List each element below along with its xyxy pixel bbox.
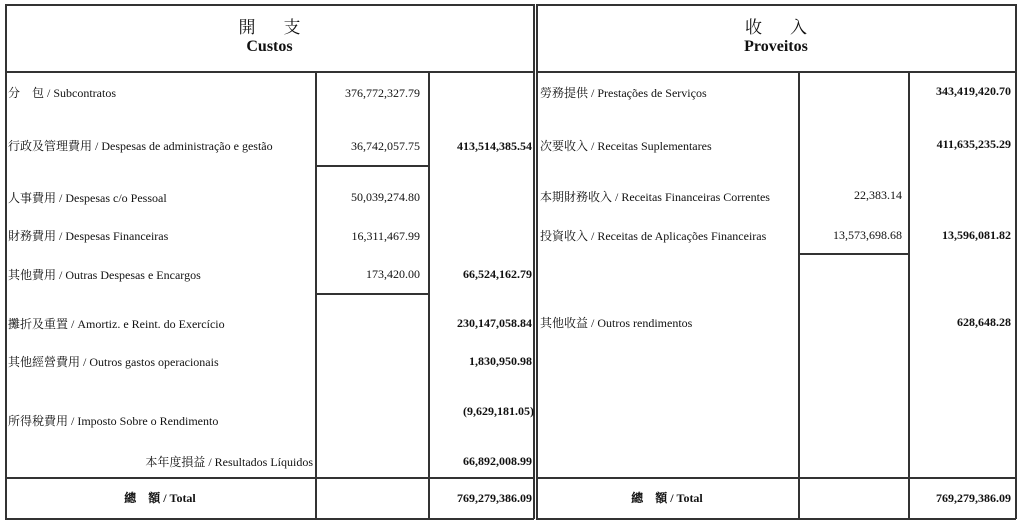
total-value: 769,279,386.09	[457, 491, 532, 505]
row-label: 人事費用 / Despesas c/o Pessoal	[8, 191, 167, 205]
row-subtotal: 13,573,698.68	[833, 228, 902, 242]
row-total: 413,514,385.54	[457, 139, 532, 153]
row-total: 230,147,058.84	[457, 316, 532, 330]
border	[1015, 4, 1017, 519]
row-label: 攤折及重置 / Amortiz. e Reint. do Exercício	[8, 317, 225, 331]
row-subtotal: 16,311,467.99	[351, 229, 420, 243]
row-subtotal: 36,742,057.75	[351, 139, 420, 153]
row-label: 次要收入 / Receitas Suplementares	[540, 139, 712, 153]
row-total: 13,596,081.82	[942, 228, 1011, 242]
row-label: 勞務提供 / Prestações de Serviços	[540, 86, 707, 100]
border	[533, 4, 535, 519]
row-label: 行政及管理費用 / Despesas de administração e gestão	[8, 139, 273, 153]
row-subtotal: 50,039,274.80	[351, 190, 420, 204]
row-total: (9,629,181.05)	[463, 404, 534, 418]
row-total: 411,635,235.29	[936, 137, 1011, 151]
border	[5, 4, 7, 519]
row-total: 66,892,008.99	[463, 454, 532, 468]
row-subtotal: 173,420.00	[366, 267, 420, 281]
costs-header-pt: Custos	[246, 38, 293, 55]
revenues-header-zh: 收入	[745, 18, 835, 37]
total-label: 總 額 / Total	[631, 491, 703, 505]
row-total: 1,830,950.98	[469, 354, 532, 368]
row-total: 628,648.28	[957, 315, 1011, 329]
border	[5, 4, 534, 6]
costs-header-zh: 開支	[238, 18, 329, 37]
row-label: 分 包 / Subcontratos	[8, 86, 116, 100]
row-label: 所得稅費用 / Imposto Sobre o Rendimento	[8, 414, 219, 428]
border	[536, 4, 1016, 6]
border	[315, 165, 429, 167]
row-label: 投資收入 / Receitas de Aplicações Financeiras	[540, 229, 767, 243]
row-label: 本期財務收入 / Receitas Financeiras Correntes	[540, 190, 770, 204]
border	[5, 477, 534, 479]
row-label: 財務費用 / Despesas Financeiras	[8, 229, 169, 243]
row-subtotal: 376,772,327.79	[345, 86, 420, 100]
border	[798, 71, 800, 519]
row-label: 本年度損益 / Resultados Líquidos	[145, 455, 313, 469]
row-label: 其他經營費用 / Outros gastos operacionais	[8, 355, 219, 369]
total-label: 總 額 / Total	[124, 491, 196, 505]
row-subtotal: 22,383.14	[854, 188, 902, 202]
border	[536, 71, 1016, 73]
border	[5, 71, 534, 73]
border	[536, 477, 1016, 479]
revenues-header	[536, 18, 1016, 56]
row-label: 其他費用 / Outras Despesas e Encargos	[8, 268, 201, 282]
row-total: 66,524,162.79	[463, 267, 532, 281]
border	[5, 518, 534, 520]
border	[315, 293, 429, 295]
border	[798, 253, 909, 255]
revenues-header-pt: Proveitos	[744, 38, 808, 55]
total-value: 769,279,386.09	[936, 491, 1011, 505]
row-label: 其他收益 / Outros rendimentos	[540, 316, 693, 330]
costs-header	[5, 18, 534, 56]
border	[536, 4, 538, 519]
border	[536, 518, 1016, 520]
row-total: 343,419,420.70	[936, 84, 1011, 98]
